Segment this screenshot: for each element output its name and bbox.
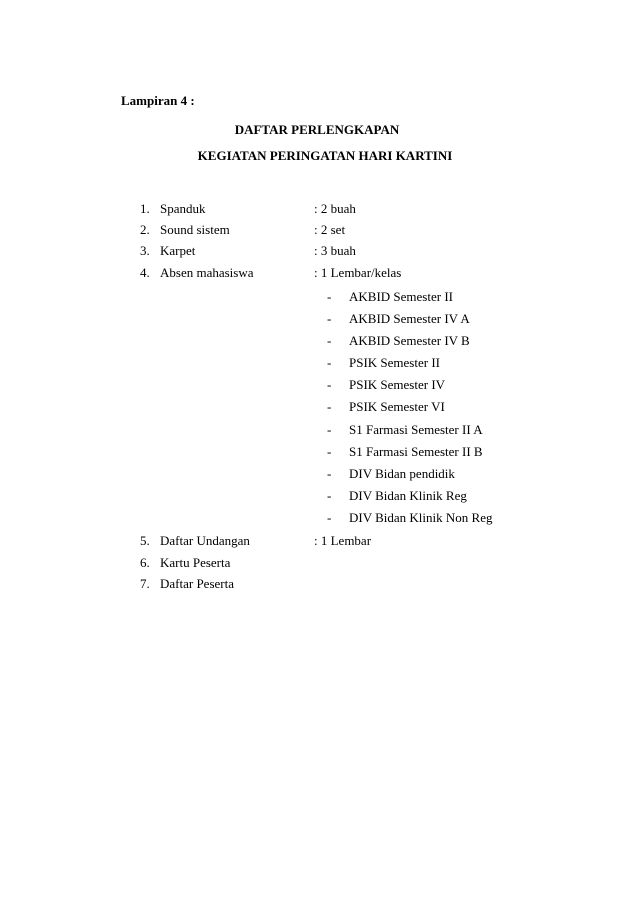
item-quantity: : 1 Lembar/kelas <box>314 265 402 280</box>
class-name: PSIK Semester II <box>349 355 440 370</box>
bullet-dash: - <box>327 355 332 370</box>
item-name: Sound sistem <box>160 222 230 237</box>
class-name: DIV Bidan Klinik Non Reg <box>349 510 493 525</box>
bullet-dash: - <box>327 466 332 481</box>
class-name: AKBID Semester IV A <box>349 311 470 326</box>
item-quantity: : 1 Lembar <box>314 533 372 548</box>
item-quantity: : 2 buah <box>314 201 356 216</box>
bullet-dash: - <box>327 510 332 525</box>
item-quantity: : 2 set <box>314 222 346 237</box>
bullet-dash: - <box>327 444 332 459</box>
class-name: AKBID Semester II <box>349 289 453 304</box>
document-subtitle: KEGIATAN PERINGATAN HARI KARTINI <box>197 148 453 163</box>
bullet-dash: - <box>327 289 332 304</box>
bullet-dash: - <box>327 377 332 392</box>
class-name: DIV Bidan pendidik <box>349 466 455 481</box>
bullet-dash: - <box>327 333 332 348</box>
attachment-label: Lampiran 4 : <box>121 93 195 108</box>
item-name: Daftar Peserta <box>160 576 234 591</box>
class-name: PSIK Semester IV <box>349 377 446 392</box>
bullet-dash: - <box>327 488 332 503</box>
item-name: Spanduk <box>160 201 206 216</box>
class-name: DIV Bidan Klinik Reg <box>349 488 467 503</box>
item-number: 7. <box>140 576 150 591</box>
item-number: 5. <box>140 533 150 548</box>
class-name: PSIK Semester VI <box>349 399 445 414</box>
item-number: 1. <box>140 201 150 216</box>
class-name: S1 Farmasi Semester II A <box>349 422 483 437</box>
item-name: Absen mahasiswa <box>160 265 254 280</box>
item-number: 6. <box>140 555 150 570</box>
document-title: DAFTAR PERLENGKAPAN <box>234 122 400 137</box>
item-number: 2. <box>140 222 150 237</box>
bullet-dash: - <box>327 311 332 326</box>
class-name: AKBID Semester IV B <box>349 333 470 348</box>
item-number: 4. <box>140 265 150 280</box>
class-name: S1 Farmasi Semester II B <box>349 444 483 459</box>
item-quantity: : 3 buah <box>314 243 356 258</box>
bullet-dash: - <box>327 399 332 414</box>
item-name: Daftar Undangan <box>160 533 250 548</box>
item-name: Karpet <box>160 243 196 258</box>
bullet-dash: - <box>327 422 332 437</box>
item-number: 3. <box>140 243 150 258</box>
item-name: Kartu Peserta <box>160 555 231 570</box>
